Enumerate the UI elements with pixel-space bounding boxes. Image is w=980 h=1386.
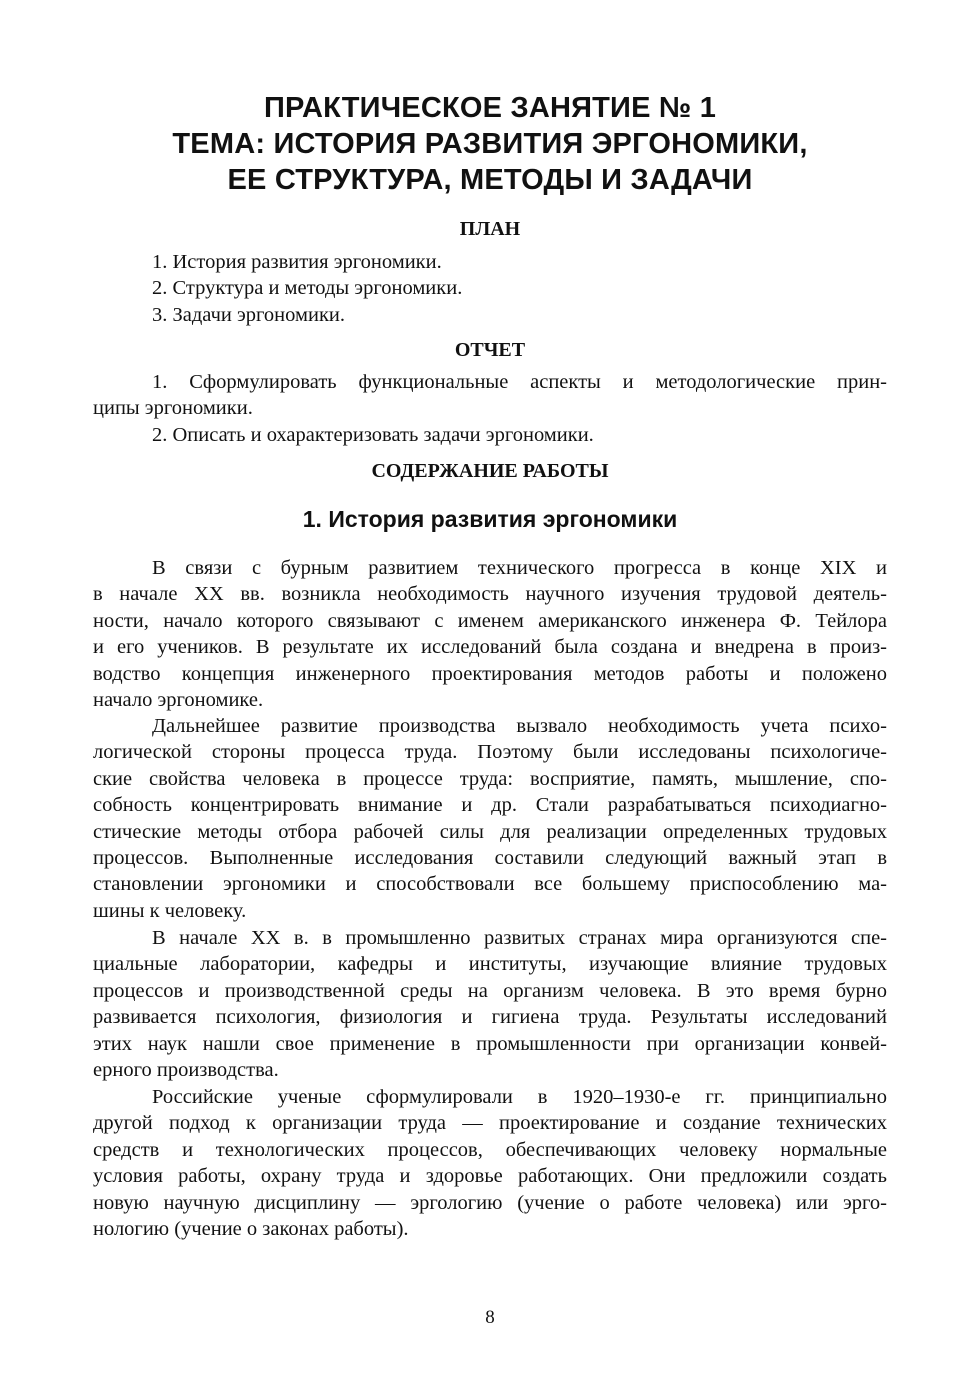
report-item-1 xyxy=(93,369,887,422)
title-line-3: ЕЕ СТРУКТУРА, МЕТОДЫ И ЗАДАЧИ xyxy=(227,164,753,196)
paragraph-line: развивается психология, физиология и гигиена труда. Результаты исследований xyxy=(93,1006,887,1029)
title-line-2: ТЕМА: ИСТОРИЯ РАЗВИТИЯ ЭРГОНОМИКИ, xyxy=(172,128,808,160)
paragraph-line: средств и технологических процессов, обеспечивающих человеку нормальные xyxy=(93,1138,887,1161)
plan-heading: ПЛАН xyxy=(459,218,521,240)
paragraph-line: В начале XX в. в промышленно развитых странах мира организуются спе- xyxy=(152,927,887,949)
paragraph-line: процессов. Выполненные исследования составили следующий важный этап в xyxy=(93,847,887,870)
paragraph-line: и его учеников. В результате их исследований была создана и внедрена в произ- xyxy=(93,636,887,659)
paragraph-line: ские свойства человека в процессе труда: восприятие, память, мышление, спо- xyxy=(93,767,887,790)
paragraph-line: стические методы отбора рабочей силы для реализации определенных трудовых xyxy=(93,820,887,843)
paragraph-line: другой подход к организации труда — проектирование и создание технических xyxy=(93,1112,887,1135)
title-line-1: ПРАКТИЧЕСКОЕ ЗАНЯТИЕ № 1 xyxy=(263,92,717,124)
paragraph-2 xyxy=(93,713,887,924)
paragraph-line: нологию (учение о законах работы). xyxy=(93,1218,409,1241)
section-title: 1. История развития эргономики xyxy=(302,506,678,532)
paragraph-line: этих наук нашли свое применение в промышленности при организации конвей- xyxy=(93,1032,887,1055)
paragraph-line: Дальнейшее развитие производства вызвало необходимость учета психо- xyxy=(152,715,887,737)
paragraph-line: В связи с бурным развитием технического прогресса в конце XIX и xyxy=(152,557,887,579)
paragraph-3 xyxy=(93,925,887,1083)
paragraph-line: водство концепция инженерного проектирования методов работы и положено xyxy=(93,662,887,685)
paragraph-line: ности, начало которого связывают с именем американского инженера Ф. Тейлора xyxy=(93,609,887,632)
report-item-1-line: ципы эргономики. xyxy=(93,397,253,420)
plan-item: 1. История развития эргономики. xyxy=(152,251,442,273)
page-title xyxy=(93,90,887,198)
report-item-2: 2. Описать и охарактеризовать задачи эргономики. xyxy=(152,424,594,446)
paragraph-line: процессов и производственной среды на организм человека. В это время бурно xyxy=(93,979,887,1002)
paragraph-line: начало эргономике. xyxy=(93,689,264,712)
report-heading: ОТЧЕТ xyxy=(454,339,526,361)
paragraph-line: Российские ученые сформулировали в 1920–1930-е гг. принципиально xyxy=(152,1086,887,1108)
plan-item: 2. Структура и методы эргономики. xyxy=(152,277,463,299)
content-heading: СОДЕРЖАНИЕ РАБОТЫ xyxy=(371,460,609,482)
paragraph-line: становлении эргономики и способствовали все большему приспособлению ма- xyxy=(93,873,887,896)
paragraph-line: условия работы, охрану труда и здоровье работающих. Они предложили создать xyxy=(93,1165,887,1188)
paragraph-1 xyxy=(93,555,887,713)
paragraph-line: шины к человеку. xyxy=(93,899,247,922)
paragraph-line: циальные лаборатории, кафедры и институты, изучающие влияние трудовых xyxy=(93,953,887,976)
report-item-1-line: 1. Сформулировать функциональные аспекты и методологические прин- xyxy=(152,371,887,393)
paragraph-line: ерного производства. xyxy=(93,1059,279,1082)
paragraph-line: собность концентрировать внимание и др. Стали разрабатываться психодиагно- xyxy=(93,794,887,817)
paragraph-4 xyxy=(93,1084,887,1242)
paragraph-line: новую научную дисциплину — эргологию (учение о работе человека) или эрго- xyxy=(93,1191,887,1214)
plan-item: 3. Задачи эргономики. xyxy=(152,304,346,326)
page-number: 8 xyxy=(485,1307,495,1328)
paragraph-line: логической стороны процесса труда. Поэтому были исследованы психологиче- xyxy=(93,741,887,764)
paragraph-line: в начале XX вв. возникла необходимость научного изучения трудовой деятель- xyxy=(93,583,887,606)
